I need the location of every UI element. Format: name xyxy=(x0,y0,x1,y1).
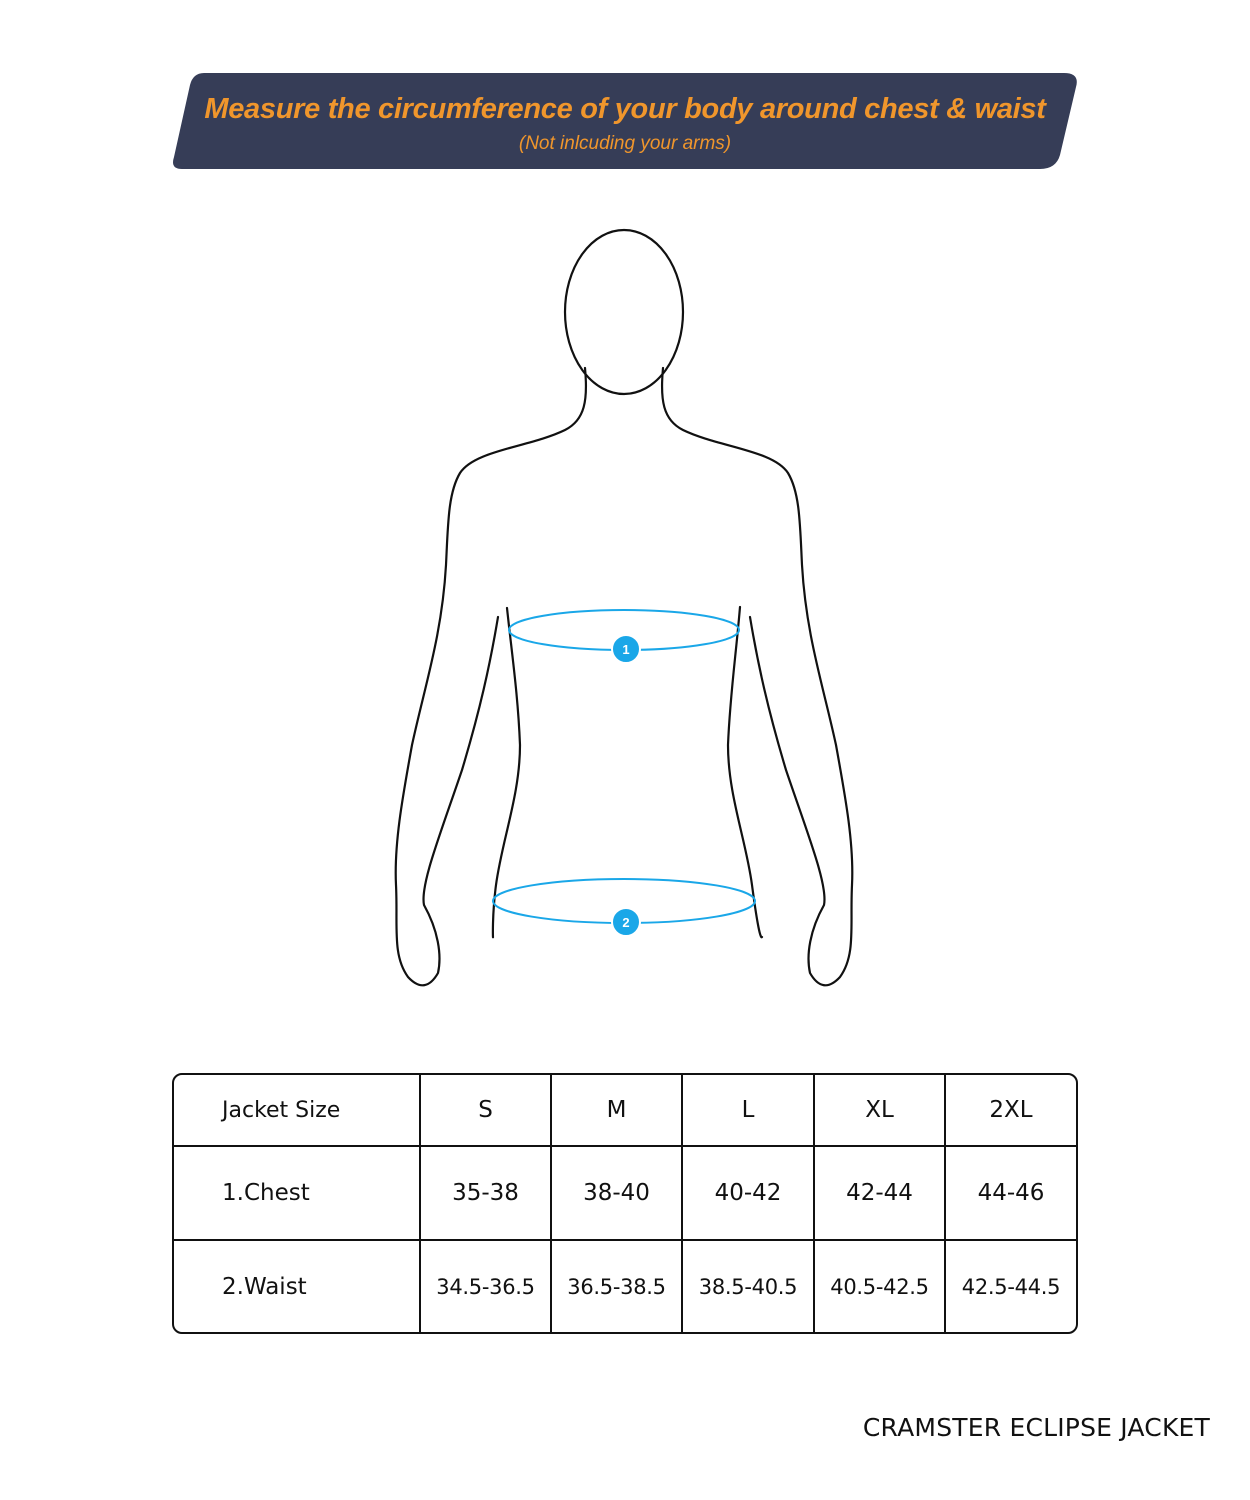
chest-marker-label: 1 xyxy=(622,642,630,657)
chest-value-l: 40-42 xyxy=(683,1147,815,1241)
chest-marker xyxy=(612,635,640,663)
waist-value-2xl: 42.5-44.5 xyxy=(961,1274,1061,1299)
body-outline xyxy=(380,225,870,995)
chest-value-s: 35-38 xyxy=(421,1147,552,1241)
size-header-xl: XL xyxy=(815,1075,946,1147)
chest-value-xl: 42-44 xyxy=(815,1147,946,1241)
banner-subtitle: (Not inlcuding your arms) xyxy=(518,133,732,154)
instruction-banner xyxy=(172,73,1078,169)
waist-value-xl: 40.5-42.5 xyxy=(815,1241,946,1332)
body-measurement-figure xyxy=(380,225,870,1000)
size-header-s: S xyxy=(421,1075,552,1147)
size-header-2xl: 2XL xyxy=(946,1075,1076,1147)
waist-value-l: 38.5-40.5 xyxy=(683,1241,815,1332)
waist-value-s: 34.5-36.5 xyxy=(421,1241,552,1332)
waist-marker-label: 2 xyxy=(622,915,630,930)
row-label-chest: 1.Chest xyxy=(174,1147,421,1241)
product-name: CRAMSTER ECLIPSE JACKET xyxy=(862,1413,1210,1442)
size-chart-table xyxy=(172,1073,1078,1334)
size-header-l: L xyxy=(683,1075,815,1147)
chest-value-m: 38-40 xyxy=(552,1147,683,1241)
waist-marker xyxy=(612,908,640,936)
size-header-m: M xyxy=(552,1075,683,1147)
waist-value-m: 36.5-38.5 xyxy=(552,1241,683,1332)
row-label-waist: 2.Waist xyxy=(174,1241,421,1332)
banner-title: Measure the circumference of your body around chest & waist xyxy=(204,93,1046,125)
table-header-label: Jacket Size xyxy=(174,1075,421,1147)
chest-value-2xl: 44-46 xyxy=(946,1147,1076,1241)
